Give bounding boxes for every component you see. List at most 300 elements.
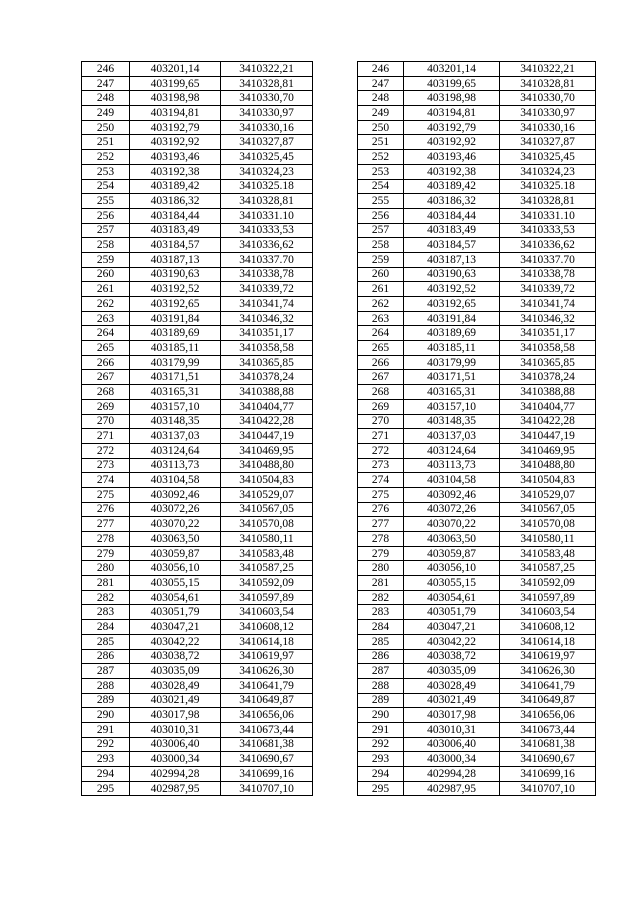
column-gap (313, 282, 358, 297)
table-row (82, 150, 596, 165)
column-gap (313, 135, 358, 150)
left-point-number-cell: 270 (82, 414, 130, 429)
left-y-coordinate-cell: 3410673,44 (221, 722, 313, 737)
table-row (82, 752, 596, 767)
left-y-coordinate-cell: 3410469,95 (221, 443, 313, 458)
table-row (82, 708, 596, 723)
right-x-coordinate-cell: 403194,81 (404, 106, 500, 121)
column-gap (313, 62, 358, 77)
right-y-coordinate-cell: 3410699,16 (500, 767, 596, 782)
left-y-coordinate-cell: 3410608,12 (221, 620, 313, 635)
left-point-number-cell: 261 (82, 282, 130, 297)
right-x-coordinate-cell: 403113,73 (404, 458, 500, 473)
column-gap (313, 106, 358, 121)
right-x-coordinate-cell: 403051,79 (404, 605, 500, 620)
right-y-coordinate-cell: 3410656,06 (500, 708, 596, 723)
right-y-coordinate-cell: 3410325,45 (500, 150, 596, 165)
table-row (82, 370, 596, 385)
right-y-coordinate-cell: 3410587,25 (500, 561, 596, 576)
right-y-coordinate-cell: 3410488,80 (500, 458, 596, 473)
column-gap (313, 443, 358, 458)
right-y-coordinate-cell: 3410626,30 (500, 664, 596, 679)
right-point-number-cell: 277 (358, 517, 404, 532)
right-x-coordinate-cell: 403054,61 (404, 590, 500, 605)
left-y-coordinate-cell: 3410587,25 (221, 561, 313, 576)
table-row (82, 532, 596, 547)
left-x-coordinate-cell: 403047,21 (130, 620, 221, 635)
right-y-coordinate-cell: 3410351,17 (500, 326, 596, 341)
left-y-coordinate-cell: 3410699,16 (221, 767, 313, 782)
left-x-coordinate-cell: 403113,73 (130, 458, 221, 473)
left-point-number-cell: 280 (82, 561, 130, 576)
right-point-number-cell: 295 (358, 781, 404, 796)
table-row (82, 693, 596, 708)
left-point-number-cell: 266 (82, 355, 130, 370)
left-point-number-cell: 260 (82, 267, 130, 282)
right-x-coordinate-cell: 403055,15 (404, 576, 500, 591)
left-point-number-cell: 249 (82, 106, 130, 121)
left-point-number-cell: 246 (82, 62, 130, 77)
left-y-coordinate-cell: 3410681,38 (221, 737, 313, 752)
column-gap (313, 517, 358, 532)
table-row (82, 62, 596, 77)
left-y-coordinate-cell: 3410327,87 (221, 135, 313, 150)
column-gap (313, 252, 358, 267)
left-x-coordinate-cell: 403183,49 (130, 223, 221, 238)
right-point-number-cell: 269 (358, 399, 404, 414)
left-point-number-cell: 250 (82, 120, 130, 135)
right-x-coordinate-cell: 403192,38 (404, 164, 500, 179)
right-x-coordinate-cell: 403198,98 (404, 91, 500, 106)
table-row (82, 399, 596, 414)
left-y-coordinate-cell: 3410707,10 (221, 781, 313, 796)
left-x-coordinate-cell: 403021,49 (130, 693, 221, 708)
right-y-coordinate-cell: 3410330,16 (500, 120, 596, 135)
left-y-coordinate-cell: 3410338,78 (221, 267, 313, 282)
left-y-coordinate-cell: 3410365,85 (221, 355, 313, 370)
column-gap (313, 708, 358, 723)
left-y-coordinate-cell: 3410337.70 (221, 252, 313, 267)
column-gap (313, 767, 358, 782)
right-point-number-cell: 256 (358, 208, 404, 223)
right-x-coordinate-cell: 403165,31 (404, 385, 500, 400)
left-point-number-cell: 248 (82, 91, 130, 106)
right-y-coordinate-cell: 3410707,10 (500, 781, 596, 796)
left-point-number-cell: 276 (82, 502, 130, 517)
right-y-coordinate-cell: 3410358,58 (500, 341, 596, 356)
right-point-number-cell: 290 (358, 708, 404, 723)
table-row (82, 458, 596, 473)
table-row (82, 414, 596, 429)
right-y-coordinate-cell: 3410338,78 (500, 267, 596, 282)
right-y-coordinate-cell: 3410328,81 (500, 194, 596, 209)
left-x-coordinate-cell: 403190,63 (130, 267, 221, 282)
table-body (82, 62, 596, 796)
right-point-number-cell: 258 (358, 238, 404, 253)
table-row (82, 267, 596, 282)
column-gap (313, 311, 358, 326)
left-point-number-cell: 284 (82, 620, 130, 635)
right-x-coordinate-cell: 403189,69 (404, 326, 500, 341)
right-point-number-cell: 268 (358, 385, 404, 400)
right-x-coordinate-cell: 403186,32 (404, 194, 500, 209)
left-point-number-cell: 282 (82, 590, 130, 605)
table-row (82, 76, 596, 91)
left-y-coordinate-cell: 3410504,83 (221, 473, 313, 488)
table-row (82, 605, 596, 620)
left-y-coordinate-cell: 3410488,80 (221, 458, 313, 473)
right-y-coordinate-cell: 3410690,67 (500, 752, 596, 767)
left-x-coordinate-cell: 403051,79 (130, 605, 221, 620)
right-point-number-cell: 262 (358, 297, 404, 312)
table-row (82, 767, 596, 782)
column-gap (313, 76, 358, 91)
right-point-number-cell: 259 (358, 252, 404, 267)
table-row (82, 164, 596, 179)
right-point-number-cell: 283 (358, 605, 404, 620)
table-row (82, 678, 596, 693)
right-point-number-cell: 266 (358, 355, 404, 370)
left-point-number-cell: 273 (82, 458, 130, 473)
right-y-coordinate-cell: 3410378,24 (500, 370, 596, 385)
left-x-coordinate-cell: 403038,72 (130, 649, 221, 664)
left-point-number-cell: 259 (82, 252, 130, 267)
right-x-coordinate-cell: 403192,52 (404, 282, 500, 297)
right-x-coordinate-cell: 403184,44 (404, 208, 500, 223)
left-y-coordinate-cell: 3410325,45 (221, 150, 313, 165)
column-gap (313, 91, 358, 106)
table-row (82, 649, 596, 664)
column-gap (313, 678, 358, 693)
left-x-coordinate-cell: 403148,35 (130, 414, 221, 429)
left-x-coordinate-cell: 403193,46 (130, 150, 221, 165)
right-x-coordinate-cell: 403157,10 (404, 399, 500, 414)
table-row (82, 561, 596, 576)
column-gap (313, 370, 358, 385)
table-row (82, 385, 596, 400)
right-point-number-cell: 257 (358, 223, 404, 238)
table-row (82, 487, 596, 502)
column-gap (313, 267, 358, 282)
right-x-coordinate-cell: 403124,64 (404, 443, 500, 458)
left-x-coordinate-cell: 403199,65 (130, 76, 221, 91)
right-y-coordinate-cell: 3410614,18 (500, 634, 596, 649)
right-point-number-cell: 279 (358, 546, 404, 561)
right-x-coordinate-cell: 403179,99 (404, 355, 500, 370)
right-point-number-cell: 270 (358, 414, 404, 429)
column-gap (313, 238, 358, 253)
right-point-number-cell: 253 (358, 164, 404, 179)
left-x-coordinate-cell: 403171,51 (130, 370, 221, 385)
left-point-number-cell: 257 (82, 223, 130, 238)
left-x-coordinate-cell: 403189,69 (130, 326, 221, 341)
left-x-coordinate-cell: 403042,22 (130, 634, 221, 649)
left-point-number-cell: 290 (82, 708, 130, 723)
left-point-number-cell: 292 (82, 737, 130, 752)
column-gap (313, 399, 358, 414)
table-row (82, 502, 596, 517)
left-y-coordinate-cell: 3410690,67 (221, 752, 313, 767)
column-gap (313, 208, 358, 223)
right-point-number-cell: 248 (358, 91, 404, 106)
table-row (82, 473, 596, 488)
left-point-number-cell: 274 (82, 473, 130, 488)
left-point-number-cell: 263 (82, 311, 130, 326)
column-gap (313, 385, 358, 400)
right-x-coordinate-cell: 403070,22 (404, 517, 500, 532)
right-x-coordinate-cell: 403104,58 (404, 473, 500, 488)
right-y-coordinate-cell: 3410422,28 (500, 414, 596, 429)
right-y-coordinate-cell: 3410641,79 (500, 678, 596, 693)
left-point-number-cell: 281 (82, 576, 130, 591)
left-x-coordinate-cell: 403010,31 (130, 722, 221, 737)
column-gap (313, 355, 358, 370)
right-y-coordinate-cell: 3410608,12 (500, 620, 596, 635)
left-point-number-cell: 285 (82, 634, 130, 649)
right-y-coordinate-cell: 3410469,95 (500, 443, 596, 458)
table-row (82, 722, 596, 737)
right-x-coordinate-cell: 403171,51 (404, 370, 500, 385)
right-point-number-cell: 249 (358, 106, 404, 121)
left-x-coordinate-cell: 403198,98 (130, 91, 221, 106)
table-row (82, 634, 596, 649)
left-x-coordinate-cell: 403184,57 (130, 238, 221, 253)
right-x-coordinate-cell: 403042,22 (404, 634, 500, 649)
right-y-coordinate-cell: 3410324,23 (500, 164, 596, 179)
right-point-number-cell: 275 (358, 487, 404, 502)
column-gap (313, 473, 358, 488)
right-y-coordinate-cell: 3410322,21 (500, 62, 596, 77)
right-y-coordinate-cell: 3410570,08 (500, 517, 596, 532)
left-x-coordinate-cell: 403185,11 (130, 341, 221, 356)
column-gap (313, 620, 358, 635)
right-x-coordinate-cell: 403038,72 (404, 649, 500, 664)
left-x-coordinate-cell: 403187,13 (130, 252, 221, 267)
right-point-number-cell: 254 (358, 179, 404, 194)
left-y-coordinate-cell: 3410331.10 (221, 208, 313, 223)
column-gap (313, 164, 358, 179)
left-y-coordinate-cell: 3410328,81 (221, 194, 313, 209)
right-x-coordinate-cell: 403183,49 (404, 223, 500, 238)
right-x-coordinate-cell: 403028,49 (404, 678, 500, 693)
left-point-number-cell: 265 (82, 341, 130, 356)
column-gap (313, 752, 358, 767)
right-x-coordinate-cell: 403000,34 (404, 752, 500, 767)
right-point-number-cell: 284 (358, 620, 404, 635)
table-row (82, 223, 596, 238)
left-x-coordinate-cell: 403056,10 (130, 561, 221, 576)
left-point-number-cell: 291 (82, 722, 130, 737)
table-row (82, 429, 596, 444)
right-point-number-cell: 255 (358, 194, 404, 209)
right-point-number-cell: 280 (358, 561, 404, 576)
table-row (82, 326, 596, 341)
column-gap (313, 605, 358, 620)
right-x-coordinate-cell: 403192,79 (404, 120, 500, 135)
right-y-coordinate-cell: 3410339,72 (500, 282, 596, 297)
column-gap (313, 179, 358, 194)
left-point-number-cell: 258 (82, 238, 130, 253)
table-row (82, 443, 596, 458)
left-x-coordinate-cell: 402994,28 (130, 767, 221, 782)
left-y-coordinate-cell: 3410388,88 (221, 385, 313, 400)
left-y-coordinate-cell: 3410580,11 (221, 532, 313, 547)
column-gap (313, 590, 358, 605)
table-row (82, 664, 596, 679)
right-x-coordinate-cell: 402994,28 (404, 767, 500, 782)
right-point-number-cell: 264 (358, 326, 404, 341)
table-row (82, 341, 596, 356)
left-y-coordinate-cell: 3410626,30 (221, 664, 313, 679)
right-x-coordinate-cell: 403148,35 (404, 414, 500, 429)
left-y-coordinate-cell: 3410346,32 (221, 311, 313, 326)
left-x-coordinate-cell: 403192,52 (130, 282, 221, 297)
right-x-coordinate-cell: 403192,65 (404, 297, 500, 312)
right-y-coordinate-cell: 3410337.70 (500, 252, 596, 267)
left-y-coordinate-cell: 3410583,48 (221, 546, 313, 561)
left-y-coordinate-cell: 3410422,28 (221, 414, 313, 429)
left-point-number-cell: 253 (82, 164, 130, 179)
right-x-coordinate-cell: 403017,98 (404, 708, 500, 723)
right-x-coordinate-cell: 403059,87 (404, 546, 500, 561)
right-x-coordinate-cell: 403189,42 (404, 179, 500, 194)
right-point-number-cell: 250 (358, 120, 404, 135)
left-point-number-cell: 278 (82, 532, 130, 547)
right-point-number-cell: 263 (358, 311, 404, 326)
right-point-number-cell: 291 (358, 722, 404, 737)
right-point-number-cell: 294 (358, 767, 404, 782)
left-x-coordinate-cell: 403072,26 (130, 502, 221, 517)
left-y-coordinate-cell: 3410330,16 (221, 120, 313, 135)
left-point-number-cell: 293 (82, 752, 130, 767)
left-x-coordinate-cell: 403191,84 (130, 311, 221, 326)
left-x-coordinate-cell: 403063,50 (130, 532, 221, 547)
left-y-coordinate-cell: 3410378,24 (221, 370, 313, 385)
left-y-coordinate-cell: 3410330,97 (221, 106, 313, 121)
right-y-coordinate-cell: 3410333,53 (500, 223, 596, 238)
left-x-coordinate-cell: 403184,44 (130, 208, 221, 223)
left-x-coordinate-cell: 403000,34 (130, 752, 221, 767)
left-point-number-cell: 271 (82, 429, 130, 444)
left-point-number-cell: 286 (82, 649, 130, 664)
right-y-coordinate-cell: 3410681,38 (500, 737, 596, 752)
column-gap (313, 532, 358, 547)
left-y-coordinate-cell: 3410529,07 (221, 487, 313, 502)
right-y-coordinate-cell: 3410336,62 (500, 238, 596, 253)
right-x-coordinate-cell: 403191,84 (404, 311, 500, 326)
right-point-number-cell: 286 (358, 649, 404, 664)
column-gap (313, 722, 358, 737)
left-x-coordinate-cell: 403189,42 (130, 179, 221, 194)
left-point-number-cell: 252 (82, 150, 130, 165)
left-y-coordinate-cell: 3410333,53 (221, 223, 313, 238)
table-row (82, 91, 596, 106)
left-x-coordinate-cell: 403194,81 (130, 106, 221, 121)
right-x-coordinate-cell: 402987,95 (404, 781, 500, 796)
right-x-coordinate-cell: 403201,14 (404, 62, 500, 77)
left-point-number-cell: 251 (82, 135, 130, 150)
left-x-coordinate-cell: 403137,03 (130, 429, 221, 444)
left-x-coordinate-cell: 403192,38 (130, 164, 221, 179)
left-point-number-cell: 288 (82, 678, 130, 693)
table-row (82, 238, 596, 253)
right-point-number-cell: 260 (358, 267, 404, 282)
left-x-coordinate-cell: 403006,40 (130, 737, 221, 752)
left-point-number-cell: 289 (82, 693, 130, 708)
table-row (82, 355, 596, 370)
column-gap (313, 429, 358, 444)
left-y-coordinate-cell: 3410325.18 (221, 179, 313, 194)
table-row (82, 517, 596, 532)
column-gap (313, 561, 358, 576)
right-x-coordinate-cell: 403056,10 (404, 561, 500, 576)
left-point-number-cell: 283 (82, 605, 130, 620)
left-x-coordinate-cell: 403070,22 (130, 517, 221, 532)
column-gap (313, 487, 358, 502)
coordinates-table (81, 61, 596, 796)
left-point-number-cell: 262 (82, 297, 130, 312)
table-row (82, 297, 596, 312)
right-x-coordinate-cell: 403137,03 (404, 429, 500, 444)
table-row (82, 194, 596, 209)
left-y-coordinate-cell: 3410592,09 (221, 576, 313, 591)
left-point-number-cell: 264 (82, 326, 130, 341)
left-y-coordinate-cell: 3410328,81 (221, 76, 313, 91)
left-point-number-cell: 254 (82, 179, 130, 194)
left-x-coordinate-cell: 403055,15 (130, 576, 221, 591)
table-row (82, 282, 596, 297)
right-point-number-cell: 252 (358, 150, 404, 165)
table-row (82, 120, 596, 135)
right-y-coordinate-cell: 3410388,88 (500, 385, 596, 400)
right-y-coordinate-cell: 3410649,87 (500, 693, 596, 708)
right-x-coordinate-cell: 403063,50 (404, 532, 500, 547)
right-point-number-cell: 251 (358, 135, 404, 150)
left-x-coordinate-cell: 403192,65 (130, 297, 221, 312)
left-y-coordinate-cell: 3410404,77 (221, 399, 313, 414)
table-row (82, 252, 596, 267)
right-y-coordinate-cell: 3410673,44 (500, 722, 596, 737)
right-x-coordinate-cell: 403072,26 (404, 502, 500, 517)
left-x-coordinate-cell: 403201,14 (130, 62, 221, 77)
column-gap (313, 737, 358, 752)
right-x-coordinate-cell: 403092,46 (404, 487, 500, 502)
table-row (82, 106, 596, 121)
table-row (82, 546, 596, 561)
left-y-coordinate-cell: 3410656,06 (221, 708, 313, 723)
right-point-number-cell: 265 (358, 341, 404, 356)
right-x-coordinate-cell: 403021,49 (404, 693, 500, 708)
right-point-number-cell: 247 (358, 76, 404, 91)
left-x-coordinate-cell: 403192,79 (130, 120, 221, 135)
column-gap (313, 326, 358, 341)
left-y-coordinate-cell: 3410603,54 (221, 605, 313, 620)
right-y-coordinate-cell: 3410529,07 (500, 487, 596, 502)
left-y-coordinate-cell: 3410339,72 (221, 282, 313, 297)
left-x-coordinate-cell: 403124,64 (130, 443, 221, 458)
right-point-number-cell: 293 (358, 752, 404, 767)
right-point-number-cell: 285 (358, 634, 404, 649)
left-y-coordinate-cell: 3410619,97 (221, 649, 313, 664)
right-y-coordinate-cell: 3410346,32 (500, 311, 596, 326)
left-x-coordinate-cell: 403179,99 (130, 355, 221, 370)
column-gap (313, 341, 358, 356)
left-y-coordinate-cell: 3410341,74 (221, 297, 313, 312)
column-gap (313, 502, 358, 517)
right-y-coordinate-cell: 3410504,83 (500, 473, 596, 488)
right-x-coordinate-cell: 403010,31 (404, 722, 500, 737)
right-point-number-cell: 278 (358, 532, 404, 547)
